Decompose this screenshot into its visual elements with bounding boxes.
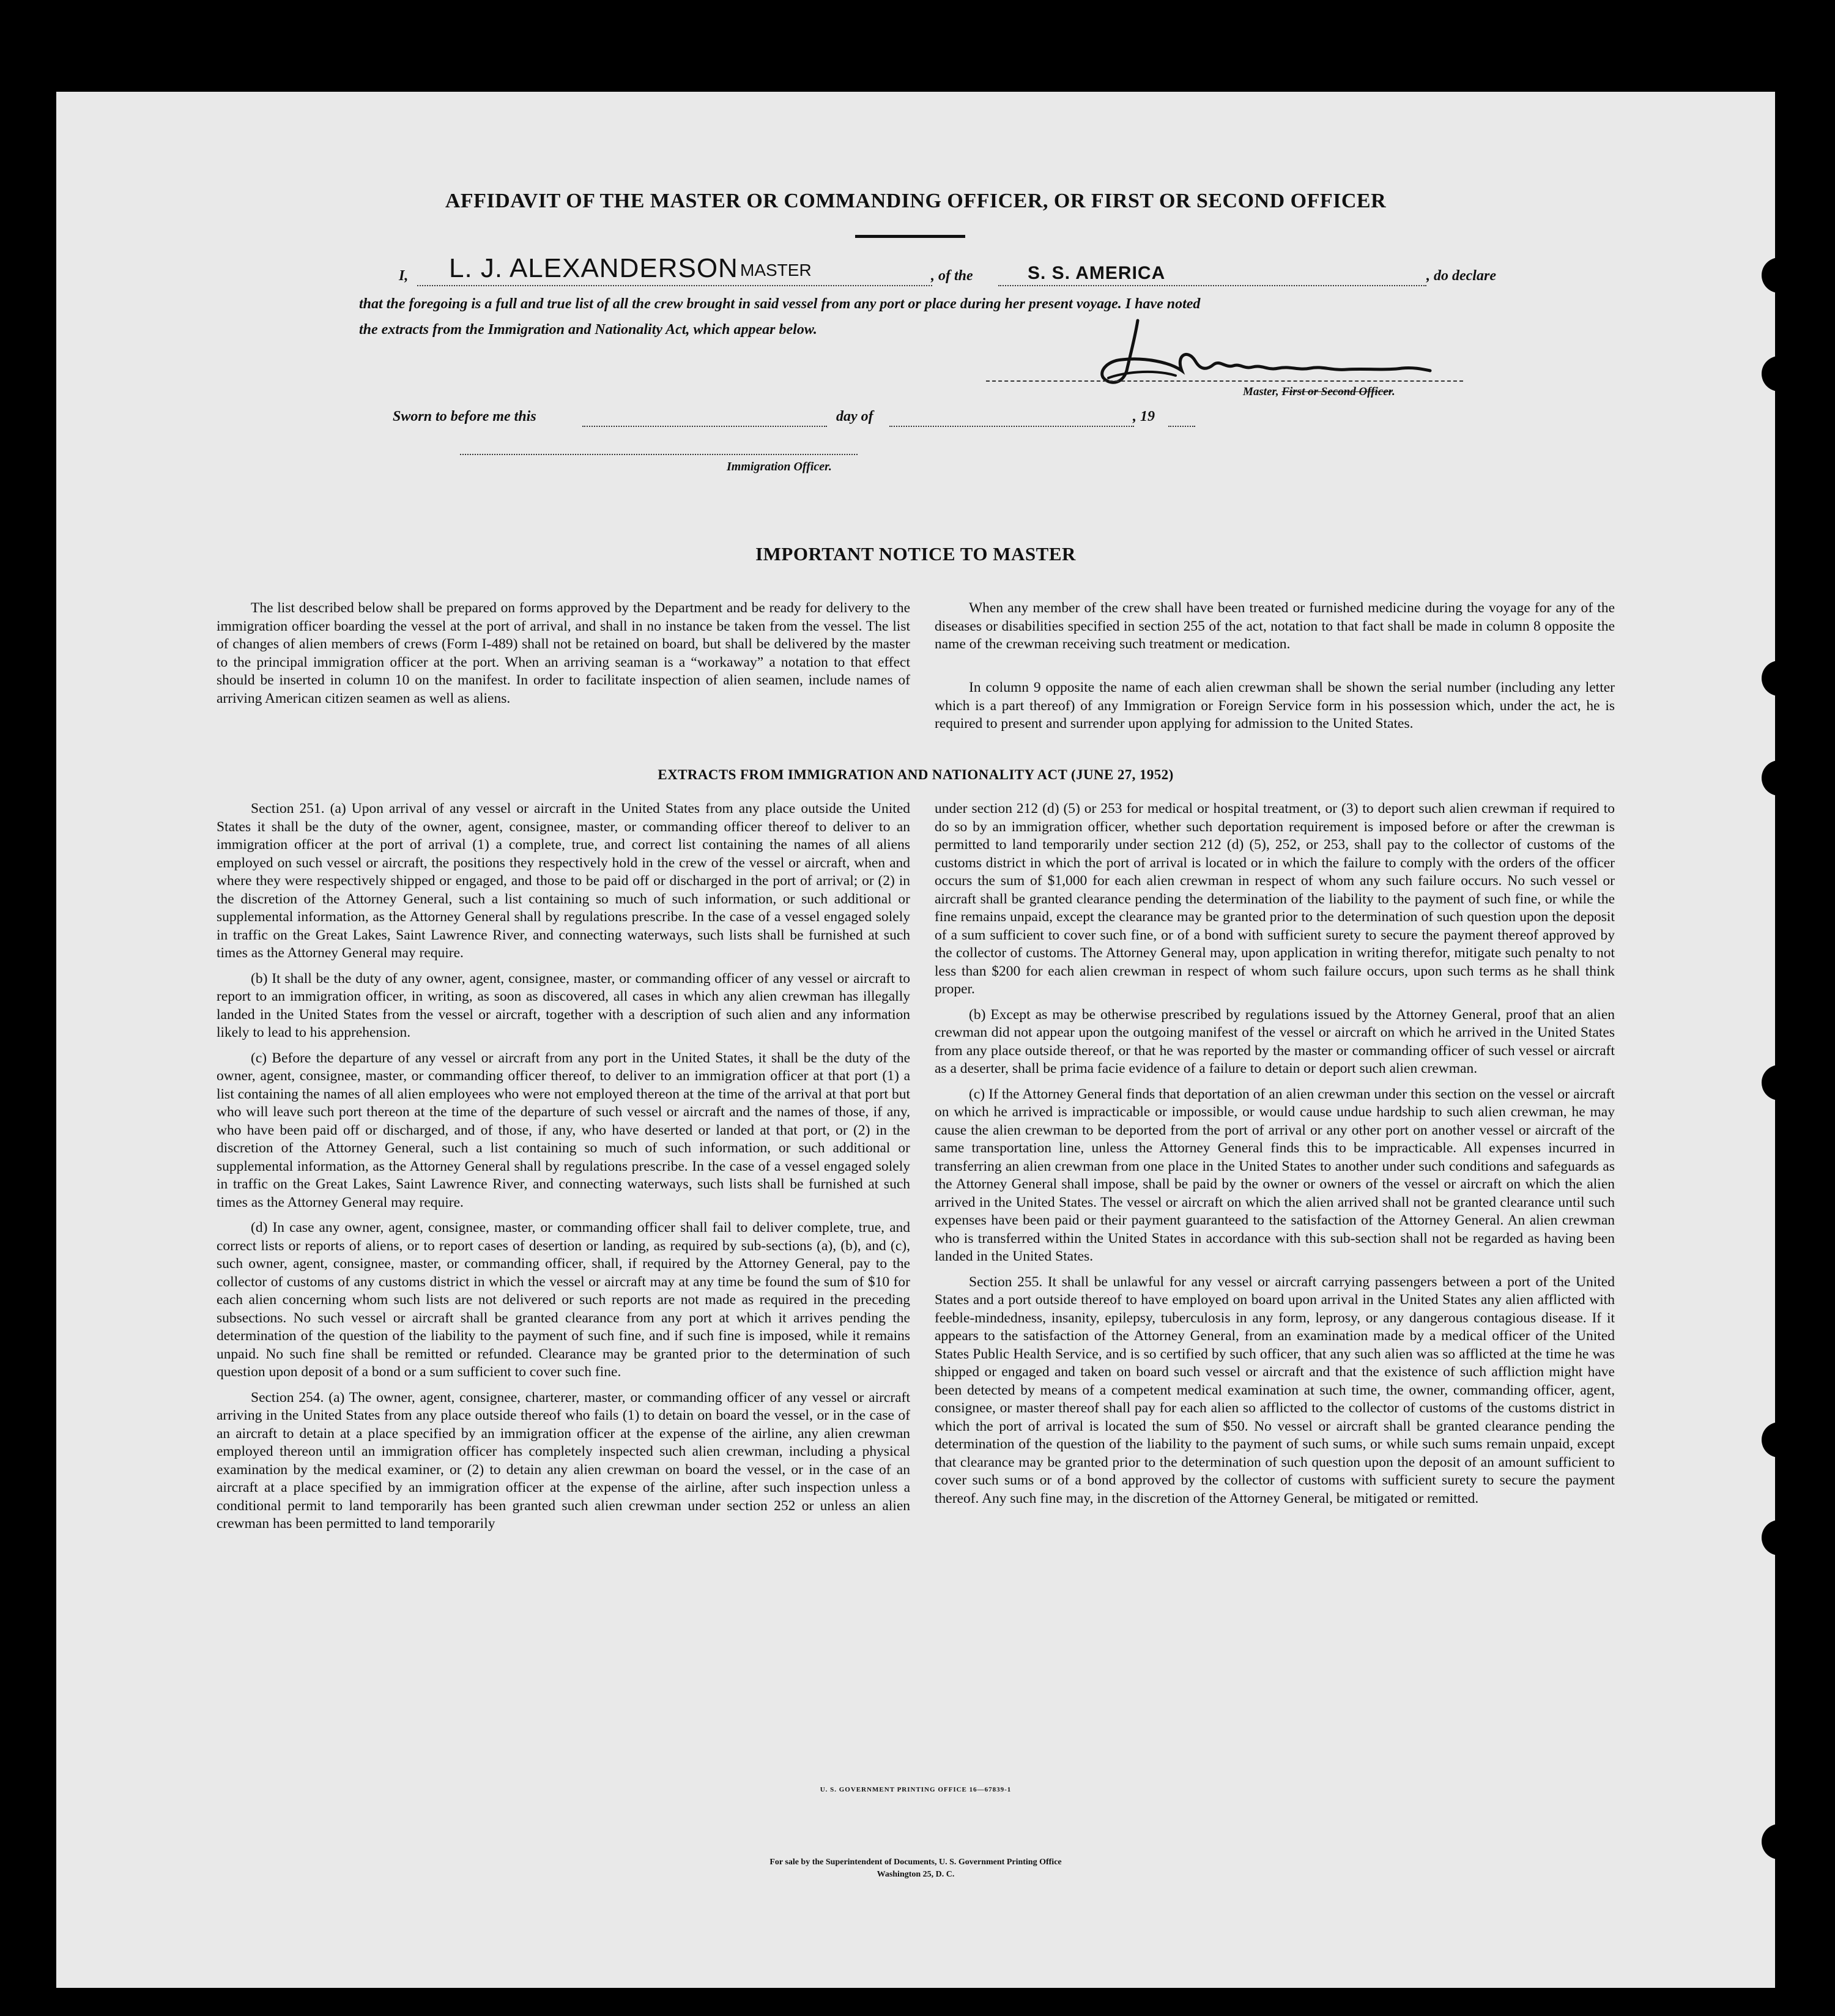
master-name: L. J. ALEXANDERSON (449, 253, 738, 283)
sworn-day-line (582, 426, 827, 427)
title-rule (855, 235, 965, 238)
punch-hole (1762, 1824, 1797, 1859)
extracts-left-column (217, 800, 910, 1533)
sworn-month-line (889, 426, 1134, 427)
section-254-c: (c) If the Attorney General finds that deportation of an alien crewman under this section on the vessel or aircraft on which he arrived is impracticable or impossible, or would cause undue hardship to such alien crewman, he may cause the alien crewman to be deported from the port of arrival or any other port on another vessel or aircraft of the same transportation line, unless the Attorney General finds this to be impracticable. All expenses incurred in transferring an alien crewman from one place in the United States to another under such conditions and safeguards as the Attorney General shall impose, shall be paid by the owner or owners of the vessel or aircraft on which the alien arrived in the United States. The vessel or aircraft on which the alien arrived shall not be granted clearance until such expenses have been paid or their payment guaranteed to the satisfaction of the Attorney General. An alien crewman who is transferred within the United States in accordance with this sub-section shall not be regarded as having been landed in the United States. (935, 1086, 1615, 1264)
immigration-officer-line (460, 454, 858, 455)
notice-right-paragraph-2: In column 9 opposite the name of each alien crewman shall be shown the serial number (including any letter which is a part thereof) of any Immigration or Foreign Service form in his possession which, under the act, he is required to present and surrender upon applying for admission to the United States. (935, 680, 1615, 732)
immigration-officer-label: Immigration Officer. (727, 460, 832, 473)
punch-hole (1762, 1065, 1797, 1100)
declaration-line-1: that the foregoing is a full and true list of all the crew brought in said vessel from any port or place during her present voyage. I have noted (359, 296, 1201, 312)
year-label: , 19 (1133, 409, 1155, 424)
notice-left-paragraph: The list described below shall be prepared on forms approved by the Department and be ready for delivery to the immigration officer boarding the vessel at the port of arrival, and shall in no instance be taken from the vessel. The list of changes of alien members of crews (Form I-489) shall not be retained on board, but shall be delivered by the master to the principal immigration officer at the port. When an arriving seaman is a “workaway” a notation to that effect should be inserted in column 10 on the manifest. In order to facilitate inspection of alien seamen, include names of arriving American citizen seamen as well as aliens. (217, 600, 910, 706)
sworn-label: Sworn to before me this (393, 409, 536, 424)
section-254-b: (b) Except as may be otherwise prescribed by regulations issued by the Attorney General, proof that an alien crewman did not appear upon the outgoing manifest of the vessel or aircraft on which he arrived in the United States from any place outside thereof, or that he was reported by the master or commanding officer of such vessel or aircraft as a deserter, shall be prima facie evidence of a failure to detain or deport such alien crewman. (935, 1006, 1615, 1077)
i-label: I, (399, 268, 409, 284)
gpo-imprint: U. S. GOVERNMENT PRINTING OFFICE 16—67839-1 (820, 1786, 1012, 1793)
of-the-label: , of the (931, 268, 973, 284)
do-declare-label: , do declare (1426, 268, 1496, 284)
signature-caption-suffix: . (1392, 385, 1395, 398)
master-signature (1084, 312, 1475, 398)
section-254-a: Section 254. (a) The owner, agent, consignee, charterer, master, or commanding officer of any vessel or aircraft arriving in the United States from any place outside thereof who fails (1) to detain on board the vessel, or in the case of an aircraft to detain at a place specified by an immigration officer at the expense of the airline, any alien crewman employed thereon until an immigration officer has completely inspected such alien crewman, including a physical examination by the medical examiner, or (2) to detain any alien crewman on board the vessel, or in the case of an aircraft at a place specified by an immigration officer at the expense of the airline, after such inspection unless a conditional permit to land temporarily has been granted such alien crewman under section 252 or unless an alien crewman has been permitted to land temporarily (217, 1389, 910, 1532)
extracts-title: EXTRACTS FROM IMMIGRATION AND NATIONALITY ACT (JUNE 27, 1952) (658, 767, 1174, 782)
affidavit-title: AFFIDAVIT OF THE MASTER OR COMMANDING OFFICER, OR FIRST OR SECOND OFFICER (445, 190, 1387, 212)
punch-hole (1762, 1422, 1797, 1458)
sale-line-2: Washington 25, D. C. (877, 1870, 955, 1879)
notice-title: IMPORTANT NOTICE TO MASTER (755, 543, 1076, 565)
sale-line-1: For sale by the Superintendent of Documents, U. S. Government Printing Office (769, 1858, 1062, 1867)
declaration-line-2: the extracts from the Immigration and Nationality Act, which appear below. (359, 322, 817, 338)
signature-caption (1243, 385, 1395, 399)
vessel-field-line (998, 285, 1426, 286)
signature-line (986, 380, 1463, 382)
punch-hole (1762, 258, 1797, 293)
section-251-a: Section 251. (a) Upon arrival of any vessel or aircraft in the United States from any place outside the United States it shall be the duty of the owner, agent, consignee, master, or commanding officer thereof to deliver to an immigration officer at the port of arrival (1) a complete, true, and correct list containing the names of all aliens employed on such vessel or aircraft, the positions they respectively hold in the crew of the vessel or aircraft, when and where they were respectively shipped or engaged, and those to be paid off or discharged in the port of arrival; or (2) in the discretion of the Attorney General, such a list containing so much of such information, or such additional or supplemental information, as the Attorney General shall by regulations prescribe. In the case of a vessel engaged solely in traffic on the Great Lakes, Saint Lawrence River, and connecting waterways, such lists shall be furnished at such times as the Attorney General may require. (217, 801, 910, 961)
notice-right-paragraph-1: When any member of the crew shall have been treated or furnished medicine during the voyage for any of the diseases or disabilities specified in section 255 of the act, notation to that fact shall be made in column 8 opposite the name of the crewman receiving such treatment or medication. (935, 600, 1615, 652)
punch-hole (1762, 1520, 1797, 1555)
section-251-d: (d) In case any owner, agent, consignee, master, or commanding officer shall fail to deliver complete, true, and correct lists or reports of aliens, or to report cases of desertion or landing, as required by sub-sections (a), (b), and (c), such owner, agent, consignee, master, or commanding officer, shall, if required by the Attorney General, pay to the collector of customs of any customs district in which the vessel or aircraft may at any time be found the sum of $10 for each alien concerning whom such lists are not delivered or such reports are not made as required in the preceding subsections. No such vessel or aircraft shall be granted clearance from any port at which it arrives pending the determination of the question of the liability to the payment of such fine, and if such fine is imposed, while it remains unpaid. No such fine shall be remitted or refunded. Clearance may be granted prior to the determination of such question upon deposit of a bond or a sum sufficient to cover such fine. (217, 1220, 910, 1380)
section-251-b: (b) It shall be the duty of any owner, agent, consignee, master, or commanding officer of any vessel or aircraft to report to an immigration officer, in writing, as soon as discovered, all cases in which any alien crewman has illegally landed in the United States from the vessel or aircraft, together with a description of such alien and any information likely to lead to his apprehension. (217, 970, 910, 1040)
punch-hole (1762, 356, 1797, 391)
name-field-line (417, 285, 932, 286)
signature-caption-struck: First or Second Officer (1281, 385, 1393, 398)
section-255: Section 255. It shall be unlawful for any vessel or aircraft carrying passengers between a port of the United States and a port outside thereof to have employed on board upon arrival in the United States any alien afflicted with feeble-mindedness, insanity, epilepsy, tuberculosis in any form, leprosy, or any dangerous contagious disease. If it appears to the satisfaction of the Attorney General, from an examination made by a medical officer of the United States Public Health Service, and is so certified by such officer, that any such alien was so afflicted at the time he was shipped or engaged and taken on board such vessel or aircraft and that the existence of such affliction might have been detected by means of a competent medical examination at such time, the owner, commanding officer, agent, consignee, or master thereof shall pay for each alien so afflicted to the collector of customs of the customs district in which the port of arrival is located the sum of $50. No vessel or aircraft shall be granted clearance pending the determination of the question of the liability to the payment of such sums, or while such sums remain unpaid, except that clearance may be granted prior to the determination of such question upon the deposit of an amount sufficient to cover such sums or of a bond approved by the collector of customs with sufficient surety to secure the payment thereof. Any such fine may, in the discretion of the Attorney General, be mitigated or remitted. (935, 1273, 1615, 1506)
sworn-year-line (1168, 426, 1195, 427)
section-254-a-continued: under section 212 (d) (5) or 253 for medical or hospital treatment, or (3) to deport such alien crewman if required to do so by an immigration officer, whether such deportation requirement is imposed before or after the crewman is permitted to land temporarily under section 212 (d) (5), 252, or 253, shall pay to the collector of customs of the customs district in which the port of arrival is located or in which the failure to comply with the orders of the officer occurs the sum of $1,000 for each alien crewman in respect of whom any such failure occurs. No such vessel or aircraft shall be granted clearance pending the determination of the liability to the payment of such fine, or while the fine remains unpaid, except the clearance may be granted prior to the determination of such question upon the deposit of a sum sufficient to cover such fine, or of a bond with sufficient surety to secure the payment thereof approved by the collector of customs. The Attorney General may, upon application in writing therefor, mitigate such penalty to not less than $200 for each alien crewman in respect of whom such failure occurs, upon such terms as he shall think proper. (935, 801, 1615, 997)
form-page (56, 92, 1775, 1988)
punch-hole (1762, 661, 1797, 696)
master-rank: MASTER (740, 261, 812, 280)
section-251-c: (c) Before the departure of any vessel or aircraft from any port in the United States, it shall be the duty of the owner, agent, consignee, master, or commanding officer thereof, to deliver to an immigration officer at that port (1) a list containing the names of all alien employees who were not employed thereon at the time of the arrival at that port but who will leave such port thereon at the time of the departure of such vessel or aircraft and the names of those, if any, who have been paid off or discharged, and of those, if any, who have deserted or landed at that port, or (2) in the discretion of the Attorney General, such a list containing so much of such information, or such additional or supplemental information, as the Attorney General shall by regulations prescribe. In the case of a vessel engaged solely in traffic on the Great Lakes, Saint Lawrence River, and connecting waterways, such lists shall be furnished at such times as the Attorney General may require. (217, 1050, 910, 1210)
day-of-label: day of (836, 409, 873, 424)
vessel-name: S. S. AMERICA (1028, 263, 1166, 283)
extracts-right-column (935, 800, 1615, 1508)
signature-caption-prefix: Master, (1243, 385, 1282, 398)
